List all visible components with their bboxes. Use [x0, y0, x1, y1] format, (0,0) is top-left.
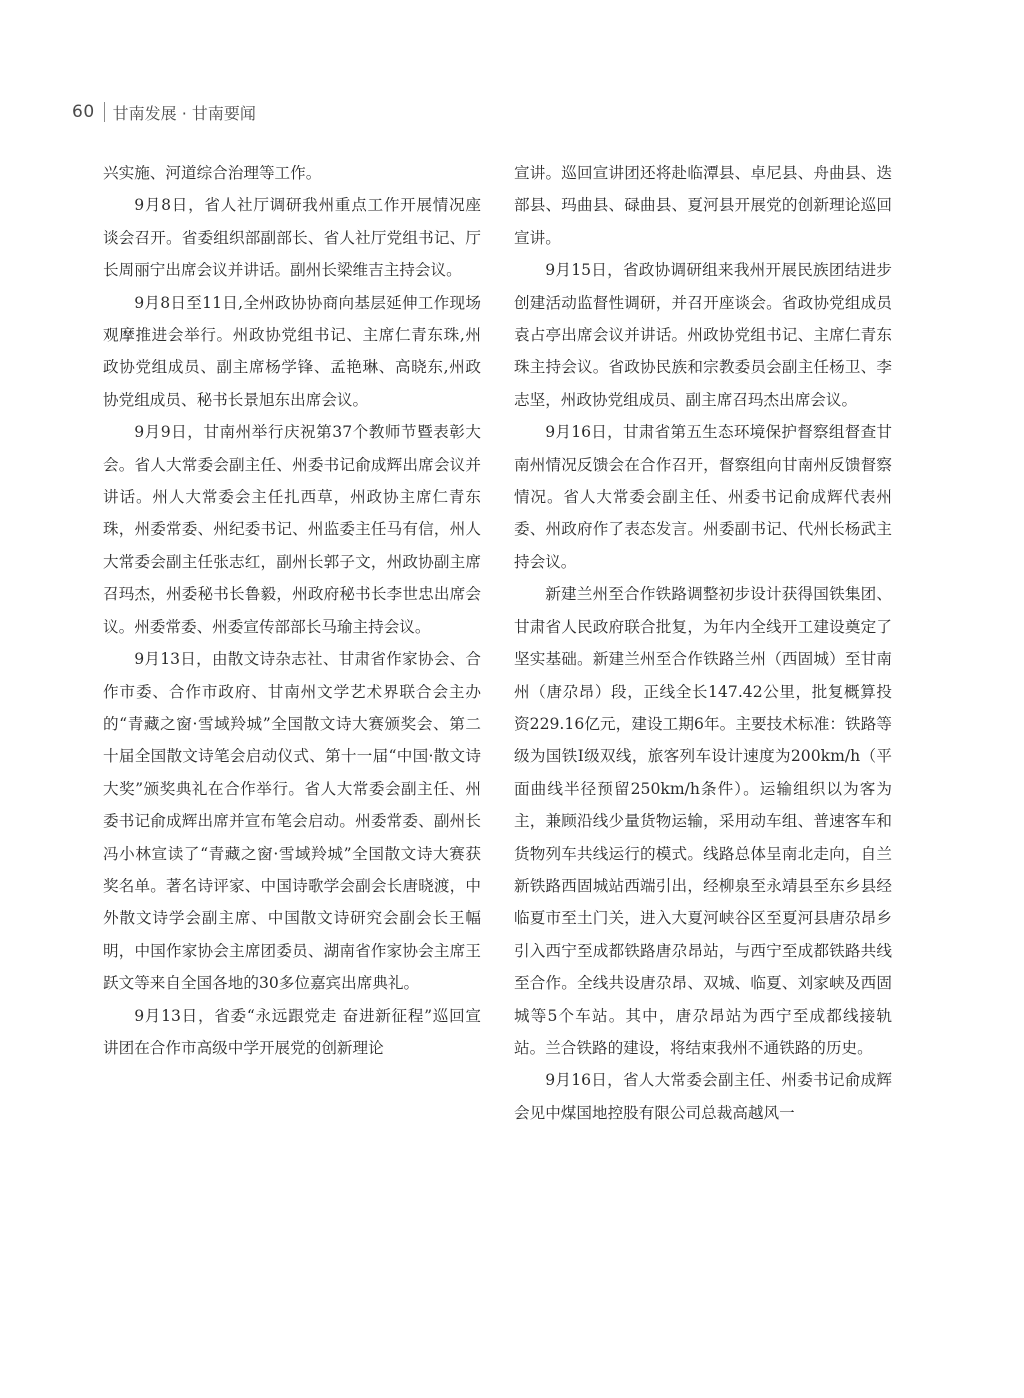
header-divider — [104, 102, 105, 122]
left-column — [103, 157, 481, 1064]
paragraph: 9月15日，省政协调研组来我州开展民族团结进步创建活动监督性调研，并召开座谈会。省政协党组成员袁占亭出席会议并讲话。州政协党组书记、主席仁青东珠主持会议。省政协民族和宗教委员会副主任杨卫、李志坚，州政协党组成员、副主席召玛杰出席会议。 — [514, 261, 892, 409]
section-title: 甘南发展 · 甘南要闻 — [112, 103, 256, 123]
right-column — [514, 157, 892, 1129]
paragraph: 9月8日，省人社厅调研我州重点工作开展情况座谈会召开。省委组织部副部长、省人社厅党组书记、厅长周丽宁出席会议并讲话。副州长梁维吉主持会议。 — [103, 196, 481, 280]
paragraph: 9月16日，省人大常委会副主任、州委书记俞成辉会见中煤国地控股有限公司总裁高越风一 — [514, 1071, 892, 1122]
paragraph: 兴实施、河道综合治理等工作。 — [103, 164, 322, 182]
paragraph: 9月13日，由散文诗杂志社、甘肃省作家协会、合作市委、合作市政府、甘南州文学艺术界联合会主办的“青藏之窗·雪域羚城”全国散文诗大赛颁奖会、第二十届全国散文诗笔会启动仪式、第十一届“中国·散文诗大奖”颁奖典礼在合作举行。省人大常委会副主任、州委书记俞成辉出席并宣布笔会启动。州委常委、副州长冯小林宣读了“青藏之窗·雪域羚城”全国散文诗大赛获奖名单。著名诗评家、中国诗歌学会副会长唐晓渡，中外散文诗学会副主席、中国散文诗研究会副会长王幅明，中国作家协会主席团委员、湖南省作家协会主席王跃文等来自全国各地的30多位嘉宾出席典礼。 — [103, 650, 481, 993]
paragraph: 9月8日至11日,全州政协协商向基层延伸工作现场观摩推进会举行。州政协党组书记、主席仁青东珠,州政协党组成员、副主席杨学锋、孟艳琳、高晓东,州政协党组成员、秘书长景旭东出席会议。 — [103, 293, 481, 409]
paragraph: 新建兰州至合作铁路调整初步设计获得国铁集团、甘肃省人民政府联合批复，为年内全线开工建设奠定了坚实基础。新建兰州至合作铁路兰州（西固城）至甘南州（唐尕昂）段，正线全长147.42公里，批复概算投资229.16亿元，建设工期6年。主要技术标准：铁路等级为国铁Ⅰ级双线，旅客列车设计速度为200km/h（平面曲线半径预留250km/h条件）。运输组织以为客为主，兼顾沿线少量货物运输，采用动车组、普速客车和货物列车共线运行的模式。线路总体呈南北走向，自兰新铁路西固城站西端引出，经柳泉至永靖县至东乡县经临夏市至土门关，进入大夏河峡谷区至夏河县唐尕昂乡引入西宁至成都铁路唐尕昂站，与西宁至成都铁路共线至合作。全线共设唐尕昂、双城、临夏、刘家峡及西固城等5个车站。其中，唐尕昂站为西宁至成都线接轨站。兰合铁路的建设，将结束我州不通铁路的历史。 — [514, 585, 892, 1057]
paragraph: 9月13日，省委“永远跟党走 奋进新征程”巡回宣讲团在合作市高级中学开展党的创新理论 — [103, 1006, 481, 1057]
paragraph: 9月16日，甘肃省第五生态环境保护督察组督查甘南州情况反馈会在合作召开，督察组向甘南州反馈督察情况。省人大常委会副主任、州委书记俞成辉代表州委、州政府作了表态发言。州委副书记、代州长杨武主持会议。 — [514, 423, 892, 571]
paragraph: 9月9日，甘南州举行庆祝第37个教师节暨表彰大会。省人大常委会副主任、州委书记俞成辉出席会议并讲话。州人大常委会主任扎西草，州政协主席仁青东珠，州委常委、州纪委书记、州监委主任马有信，州人大常委会副主任张志红，副州长郭子文，州政协副主席召玛杰，州委秘书长鲁毅，州政府秘书长李世忠出席会议。州委常委、州委宣传部部长马瑜主持会议。 — [103, 423, 481, 636]
paragraph: 宣讲。巡回宣讲团还将赴临潭县、卓尼县、舟曲县、迭部县、玛曲县、碌曲县、夏河县开展党的创新理论巡回宣讲。 — [514, 164, 892, 247]
page-number: 60 — [72, 102, 95, 122]
page-header — [72, 100, 256, 124]
